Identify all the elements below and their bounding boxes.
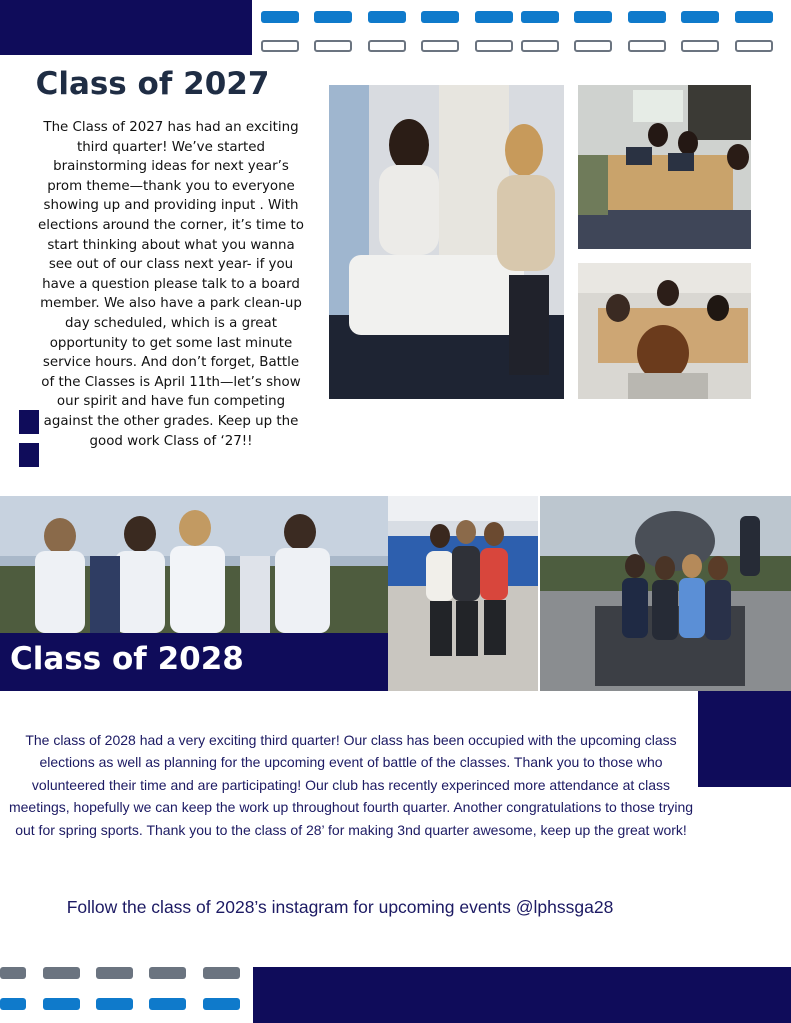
class-2027-title: Class of 2027 [35,66,270,102]
decor-pill [43,998,80,1010]
decor-pill [521,11,559,23]
photo-students-at-laptops [578,85,751,249]
photo-students-on-truck [540,496,791,691]
decor-square [19,443,39,467]
bottom-navy-block [253,967,791,1023]
decor-pill [314,11,352,23]
decor-pill [681,40,719,52]
decor-pill [628,11,666,23]
decor-pill [574,11,612,23]
decor-square [19,410,39,434]
decor-pill [521,40,559,52]
photo-two-students-at-table [329,85,564,399]
decor-pill [149,998,186,1010]
decor-pill [574,40,612,52]
class-2028-title: Class of 2028 [10,641,244,677]
decor-pill [0,998,26,1010]
decor-pill [421,40,459,52]
decor-pill [261,40,299,52]
decor-pill [149,967,186,979]
photo-students-at-table [578,263,751,399]
photo-three-students-in-gym [388,496,538,691]
photo-lacrosse-team-huddle [0,496,388,633]
decor-pill [421,11,459,23]
class-2028-body: The class of 2028 had a very exciting third quarter! Our class has been occupied with the upcoming class elections as well as planning for the upcoming event of battle of the classes. Thank you to those who volunteered their time and are participating! Our club has recently experinced more attendance at class meetings, hopefully we can keep the work up throughout fourth quarter. Another congratulations to those trying out for spring sports. Thank you to the class of 28’ for making 3nd quarter awesome, keep up the great work! [8,732,694,838]
decor-pill [0,967,26,979]
decor-pill [475,11,513,23]
decor-pill [43,967,80,979]
decor-pill [628,40,666,52]
instagram-follow-text: Follow the class of 2028’s instagram for upcoming events @lphssga28 [66,897,614,917]
decor-pill [96,967,133,979]
decor-pill [314,40,352,52]
decor-pill [368,11,406,23]
decor-pill [203,998,240,1010]
decor-pill [96,998,133,1010]
decor-navy-square-right [698,691,791,787]
class-2027-body: The Class of 2027 has had an exciting third quarter! We’ve started brainstorming ideas for next year’s prom theme—thank you to everyone showing up and providing input . With elections around the corner, it’s time to start thinking about what you wanna see out of our class next year- if you have a question please talk to a board member. We also have a park clean-up day scheduled, which is a great opportunity to get some last minute service hours. And don’t forget, Battle of the Classes is April 11th—let’s show our spirit and have fun competing against the other grades. Keep up the good work Class of ‘27!! [38,120,304,449]
decor-pill [681,11,719,23]
decor-pill [735,40,773,52]
decor-pill [475,40,513,52]
decor-pill [368,40,406,52]
decor-pill [735,11,773,23]
top-navy-block [0,0,252,55]
decor-pill [203,967,240,979]
decor-pill [261,11,299,23]
